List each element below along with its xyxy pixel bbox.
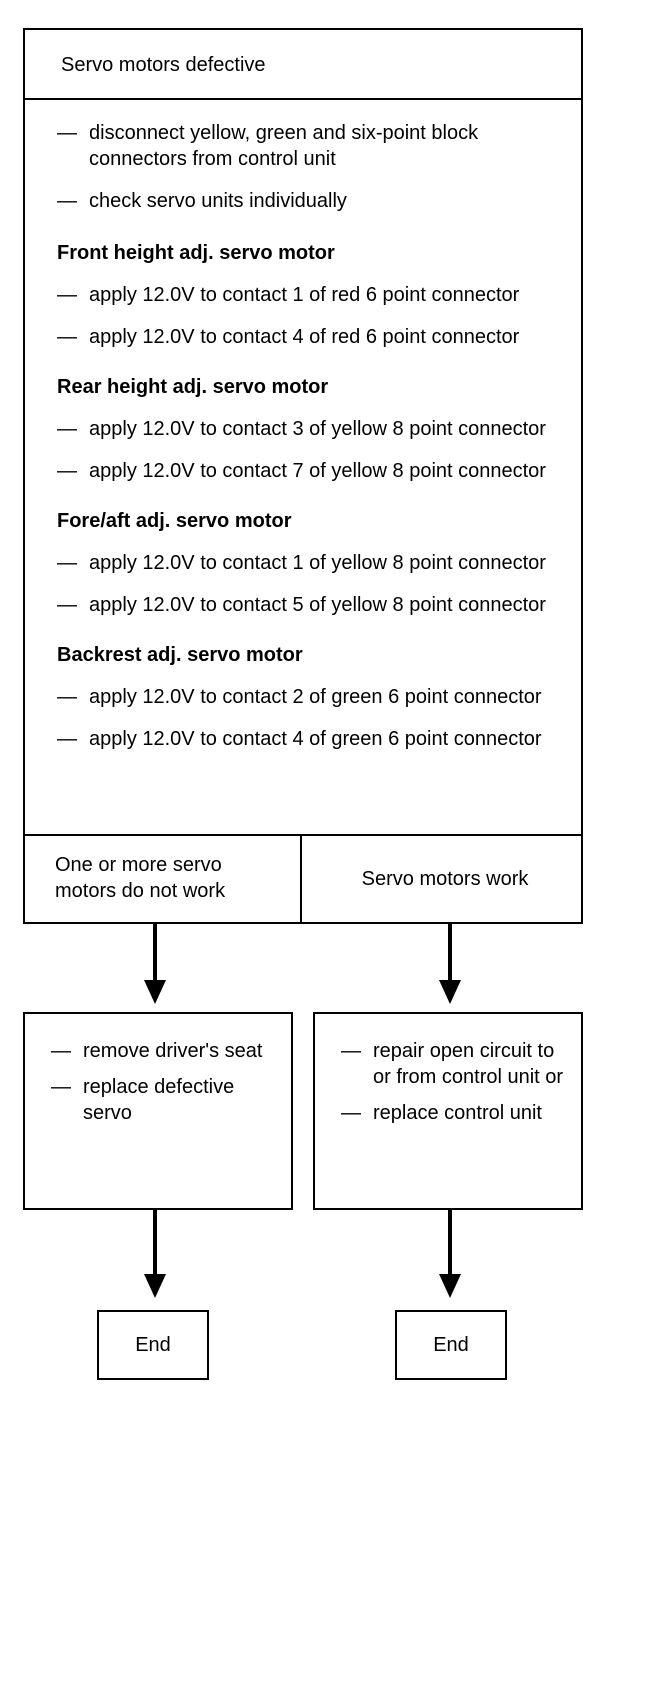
intro-step-1-text: disconnect yellow, green and six-point block connectors from control unit bbox=[89, 122, 479, 170]
section-step bbox=[57, 550, 577, 576]
section-step bbox=[57, 416, 577, 442]
intro-step-2 bbox=[57, 188, 577, 214]
dash-glyph: — bbox=[341, 1040, 361, 1062]
section-step bbox=[57, 684, 577, 710]
arrow-pass-to-end-line bbox=[448, 1210, 452, 1278]
end-box-pass: End bbox=[395, 1310, 507, 1380]
dash-glyph: — bbox=[57, 728, 77, 750]
dash-glyph: — bbox=[57, 190, 77, 212]
section-heading-front-height: Front height adj. servo motor bbox=[57, 242, 335, 264]
intro-step-1 bbox=[57, 120, 577, 172]
dash-glyph: — bbox=[341, 1102, 361, 1124]
section-step-text: apply 12.0V to contact 1 of yellow 8 point connector bbox=[89, 552, 546, 574]
dash-glyph: — bbox=[51, 1076, 71, 1098]
action-step-text: repair open circuit to or from control unit or bbox=[373, 1040, 564, 1088]
arrow-down-icon bbox=[439, 1274, 461, 1298]
action-step-text: remove driver's seat bbox=[83, 1040, 263, 1062]
arrow-down-icon bbox=[144, 980, 166, 1004]
section-step bbox=[57, 282, 577, 308]
dash-glyph: — bbox=[57, 460, 77, 482]
dash-glyph: — bbox=[57, 552, 77, 574]
section-step bbox=[57, 592, 577, 618]
intro-step-2-text: check servo units individually bbox=[89, 190, 347, 212]
section-step-text: apply 12.0V to contact 4 of green 6 point connector bbox=[89, 728, 542, 750]
dash-glyph: — bbox=[57, 326, 77, 348]
section-step-text: apply 12.0V to contact 7 of yellow 8 point connector bbox=[89, 460, 546, 482]
dash-glyph: — bbox=[51, 1040, 71, 1062]
arrow-fail-to-action-line bbox=[153, 924, 157, 984]
outcome-divider bbox=[300, 834, 302, 922]
action-step bbox=[341, 1038, 573, 1090]
end-box-fail: End bbox=[97, 1310, 209, 1380]
section-step bbox=[57, 458, 577, 484]
section-step-text: apply 12.0V to contact 4 of red 6 point connector bbox=[89, 326, 520, 348]
arrow-down-icon bbox=[144, 1274, 166, 1298]
dash-glyph: — bbox=[57, 594, 77, 616]
procedure-content bbox=[57, 100, 577, 752]
section-heading-rear-height: Rear height adj. servo motor bbox=[57, 376, 329, 398]
action-box-pass bbox=[313, 1012, 583, 1210]
section-step-text: apply 12.0V to contact 5 of yellow 8 point connector bbox=[89, 594, 546, 616]
section-heading-fore-aft: Fore/aft adj. servo motor bbox=[57, 510, 292, 532]
dash-glyph: — bbox=[57, 122, 77, 144]
section-step-text: apply 12.0V to contact 2 of green 6 point connector bbox=[89, 686, 542, 708]
dash-glyph: — bbox=[57, 284, 77, 306]
diagram-header-box bbox=[23, 28, 583, 100]
action-step bbox=[51, 1074, 281, 1126]
section-step bbox=[57, 726, 577, 752]
action-step bbox=[51, 1038, 281, 1064]
dash-glyph: — bbox=[57, 418, 77, 440]
section-step-text: apply 12.0V to contact 3 of yellow 8 point connector bbox=[89, 418, 546, 440]
procedure-box bbox=[23, 98, 583, 836]
outcome-pass: Servo motors work bbox=[361, 868, 529, 890]
outcome-fail: One or more servo motors do not work bbox=[55, 854, 226, 902]
diagram-title: Servo motors defective bbox=[61, 54, 266, 76]
section-step-text: apply 12.0V to contact 1 of red 6 point connector bbox=[89, 284, 520, 306]
arrow-pass-to-action-line bbox=[448, 924, 452, 984]
arrow-fail-to-end-line bbox=[153, 1210, 157, 1278]
section-heading-backrest: Backrest adj. servo motor bbox=[57, 644, 303, 666]
arrow-down-icon bbox=[439, 980, 461, 1004]
action-step bbox=[341, 1100, 573, 1126]
action-box-fail bbox=[23, 1012, 293, 1210]
dash-glyph: — bbox=[57, 686, 77, 708]
outcome-row bbox=[23, 834, 583, 924]
action-step-text: replace control unit bbox=[373, 1102, 542, 1124]
action-step-text: replace defective servo bbox=[83, 1076, 235, 1124]
section-step bbox=[57, 324, 577, 350]
